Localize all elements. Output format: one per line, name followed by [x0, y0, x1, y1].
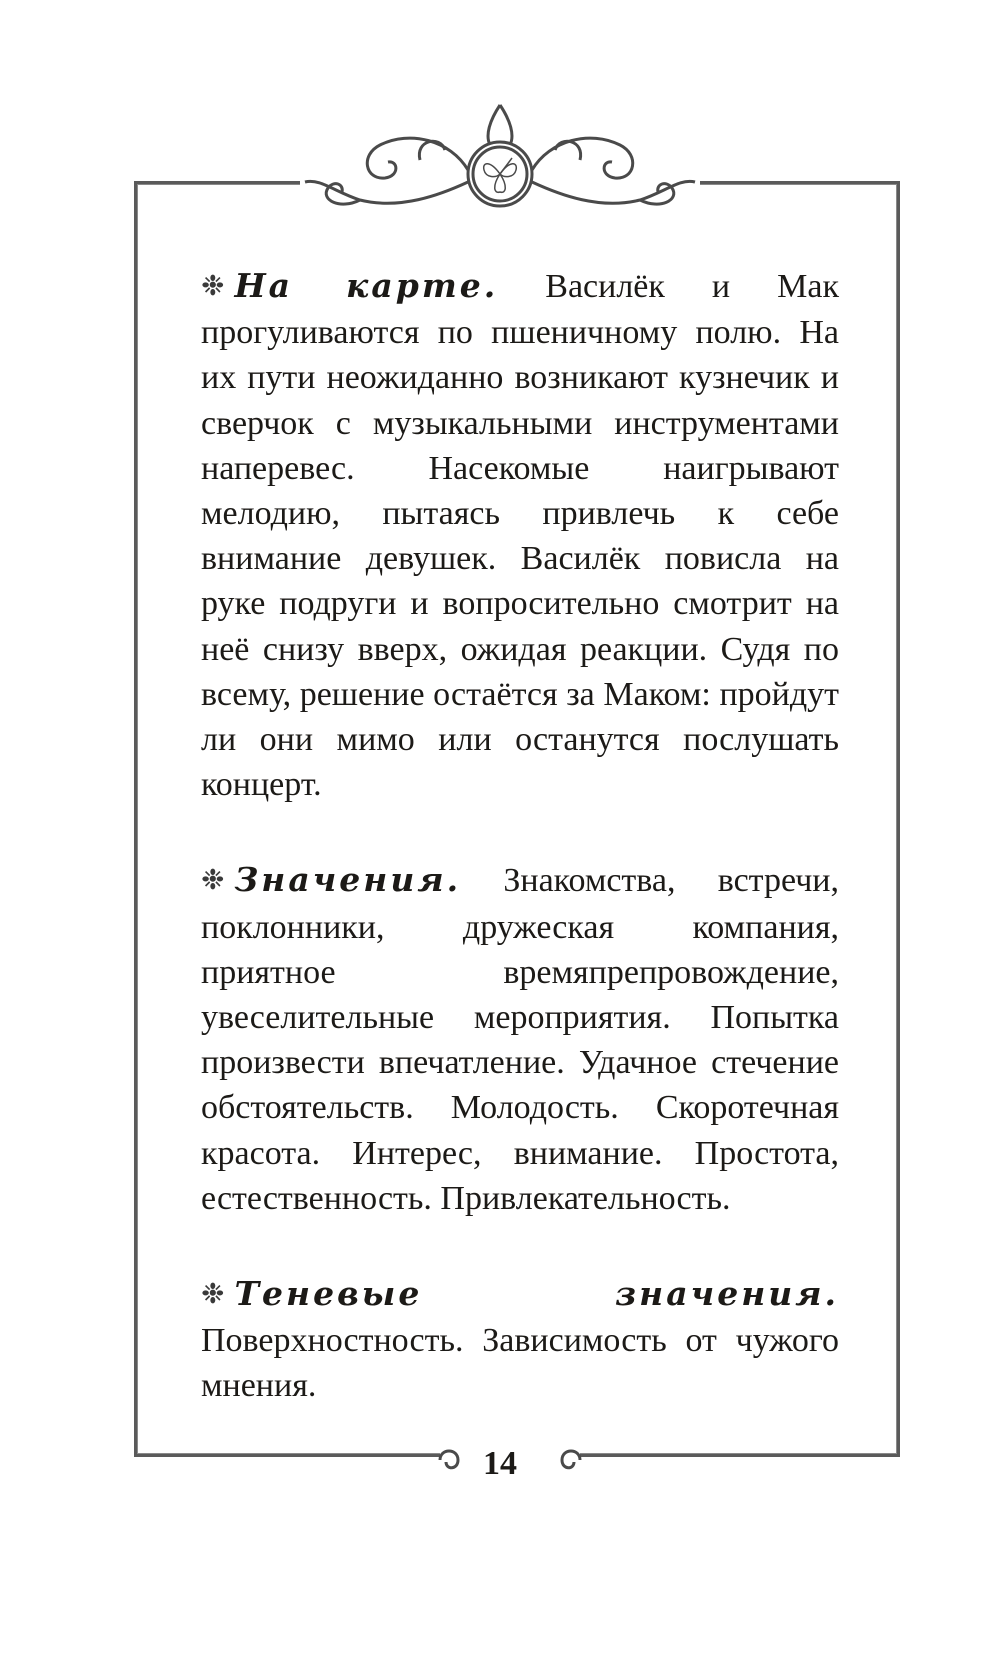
section-heading: Теневые значения.: [234, 1274, 839, 1314]
snowflake-bullet-icon: ❉: [201, 863, 225, 897]
section-text: Поверхностность. Зависимость от чужого мнения.: [201, 1322, 839, 1405]
section-shadow-meanings: [201, 1271, 839, 1409]
section-heading: Значения.: [234, 860, 462, 900]
section-text: Василёк и Мак прогуливаются по пшеничному полю. На их пути неожиданно возникают кузнечик и сверчок с музыкальными инструментами наперевес. Насекомые наигрывают мелодию, пытаясь привлечь к себе внимание девушек. Василёк повисла на руке подруги и вопросительно смотрит на неё снизу вверх, ожидая реакции. Судя по всему, решение остаётся за Маком: пройдут ли они мимо или останутся послушать концерт.: [201, 268, 839, 804]
section-meanings: [201, 857, 839, 1221]
section-text: Знакомства, встречи, поклонники, дружеская компания, приятное времяпрепровождение, увеселительные мероприятия. Попытка произвести впечатление. Удачное стечение обстоятельств. Молодость. Скоротечная красота. Интерес, внимание. Простота, естественность. Привлекательность.: [201, 862, 839, 1217]
page-number: 14: [483, 1445, 517, 1482]
section-on-card: [201, 263, 839, 807]
section-heading: На карте.: [234, 266, 499, 305]
flower-ornament-icon: [300, 100, 700, 230]
snowflake-bullet-icon: ❉: [201, 269, 225, 302]
page-content: [201, 263, 839, 1459]
snowflake-bullet-icon: ❉: [201, 1277, 225, 1311]
